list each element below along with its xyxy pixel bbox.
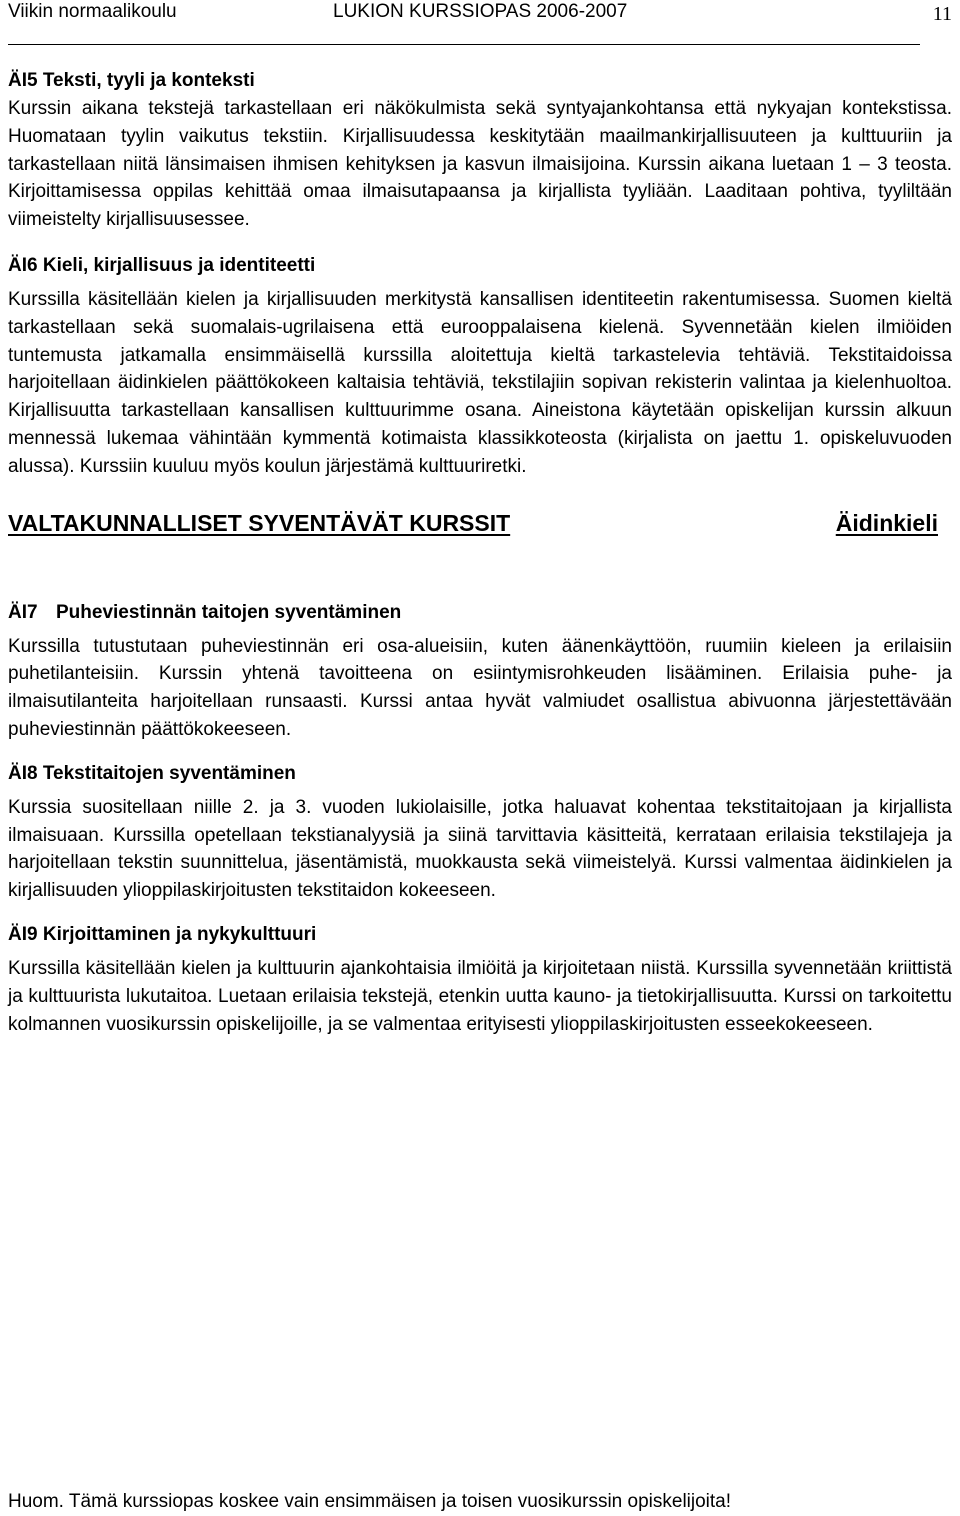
course-title (8, 599, 952, 627)
course-description: Kurssilla tutustutaan puheviestinnän eri osa-alueisiin, kuten äänenkäyttöön, ruumiin kieleen ja erilaisiin puhetilanteisiin. Kurssin yhtenä tavoitteena on esiintymisrohkeuden lisääminen. Erilaisia puhe- ja ilmaisutilanteita harjoitellaan runsaasti. Kurssi antaa hyvät valmiudet osallistua abivuonna järjestettävään puheviestinnän päättökokeeseen. (8, 635, 952, 740)
page-content (8, 67, 952, 1038)
course-name: Puheviestinnän taitojen syventäminen (56, 601, 402, 623)
course-code: ÄI7 (8, 601, 38, 623)
course-title: ÄI6 Kieli, kirjallisuus ja identiteetti (8, 254, 316, 276)
course-ai9 (8, 921, 952, 1038)
course-title: ÄI9 Kirjoittaminen ja nykykulttuuri (8, 923, 317, 945)
course-description: Kurssin aikana tekstejä tarkastellaan eri näkökulmista sekä syntyajankohtansa että nykyajan kontekstissa. Huomataan tyylin vaikutus tekstiin. Kirjallisuudessa keskitytään maailmankirjallisuuteen ja kulttuuriin ja tarkastellaan niitä länsimaisen ihmisen kehityksen ja kasvun ilmaisijoina. Kurssin aikana luetaan 1 – 3 teosta. Kirjoittamisessa oppilas kehittää omaa ilmaisutapaansa ja kirjallista tyyliään. Laaditaan pohtiva, tyyliltään viimeistelty kirjallisuusessee. (8, 98, 952, 231)
course-description: Kurssilla käsitellään kielen ja kulttuurin ajankohtaisia ilmiöitä ja kirjoitetaan niistä. Kurssilla syvennetään kriittistä ja kulttuurista lukutaitoa. Luetaan erilaisia tekstejä, etenkin uutta kauno- ja tietokirjallisuutta. Kurssi on tarkoitettu kolmannen vuosikurssin opiskelijoille, ja se valmentaa erityisesti ylioppilaskirjoitusten esseekokeeseen. (8, 957, 952, 1035)
course-title: ÄI8 Tekstitaitojen syventäminen (8, 762, 296, 784)
footer-note: Huom. Tämä kurssiopas koskee vain ensimmäisen ja toisen vuosikurssin opiskelijoita! (8, 1491, 732, 1512)
page-header (8, 0, 952, 46)
section-heading (8, 507, 952, 551)
header-rule (8, 44, 920, 45)
course-ai5 (8, 67, 952, 234)
page-number: 11 (932, 3, 952, 25)
course-description: Kurssilla käsitellään kielen ja kirjallisuuden merkitystä kansallisen identiteetin rakentumisessa. Suomen kieltä tarkastellaan sekä suomalais-ugrilaisena että eurooppalaisena kielenä. Syvennetään kielen ilmiöiden tuntemusta jatkamalla ensimmäisellä kurssilla aloitettuja kieltä tarkastelevia tehtäviä. Tekstitaidoissa harjoitellaan äidinkielen päättökokeen kaltaisia tehtäviä, tekstilajiin sopivan rekisterin valintaa ja kielenhuoltoa. Kirjallisuutta tarkastellaan kansallisen kulttuurimme osana. Aineistona käytetään opiskelijan kurssin alkuun mennessä lukemaa vähintään kymmentä kotimaista klassikkoteosta (kirjalista on jaettu 1. opiskeluvuoden alussa). Kurssiin kuuluu myös koulun järjestämä kulttuuriretki. (8, 288, 952, 477)
section-title: VALTAKUNNALLISET SYVENTÄVÄT KURSSIT (8, 509, 511, 536)
course-ai6 (8, 252, 952, 481)
guide-title: LUKION KURSSIOPAS 2006-2007 (333, 1, 628, 22)
subject-name: Äidinkieli (835, 509, 938, 536)
course-description: Kurssia suositellaan niille 2. ja 3. vuoden lukiolaisille, jotka haluavat kohentaa tekstitaitojaan ja kirjallista ilmaisuaan. Kurssilla opetellaan tekstianalyysiä ja siinä tarvittavia käsitteitä, kerrataan erilaisia tekstilajeja ja harjoitellaan tekstin suunnittelua, jäsentämistä, muokkausta sekä viimeistelyä. Kurssi valmentaa äidinkielen ja kirjallisuuden ylioppilaskirjoitusten tekstitaidon kokeeseen. (8, 796, 952, 902)
course-title: ÄI5 Teksti, tyyli ja konteksti (8, 70, 255, 91)
course-ai7 (8, 599, 952, 744)
school-name: Viikin normaalikoulu (8, 1, 177, 22)
course-ai8 (8, 760, 952, 905)
